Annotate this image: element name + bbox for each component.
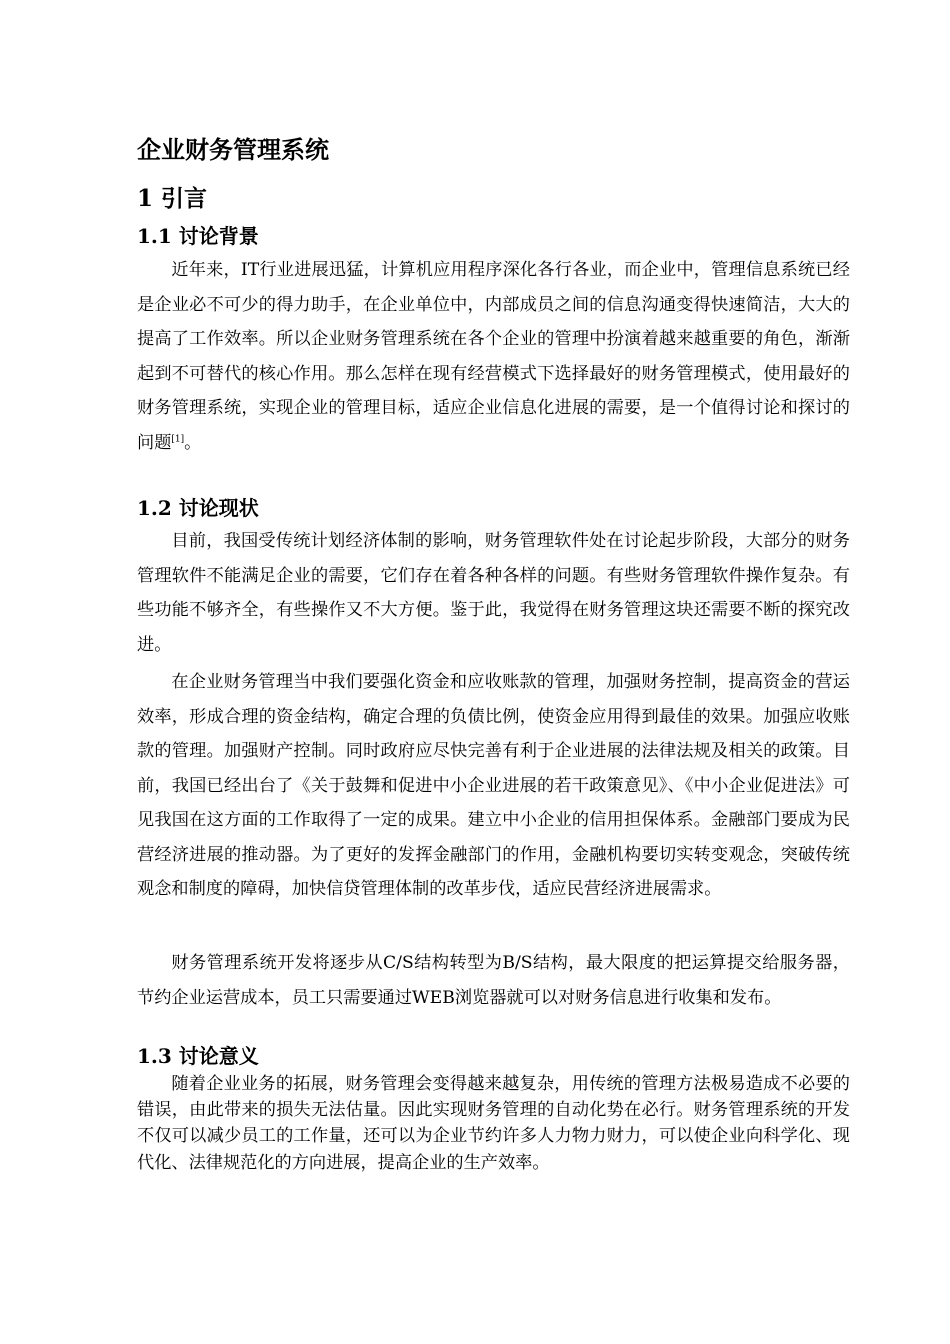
paragraph-significance: 随着企业业务的拓展，财务管理会变得越来越复杂，用传统的管理方法极易造成不必要的错误，由此带来的损失无法估量。因此实现财务管理的自动化势在必行。财务管理系统的开发不仅可以减少员工的工作量，还可以为企业节约许多人力物力财力，可以使企业向科学化、现代化、法律规范化的方向进展，提高企业的生产效率。 — [137, 1074, 850, 1173]
citation-marker: [1] — [171, 433, 185, 444]
subsection-heading-background: 1.1 讨论背景 — [137, 224, 259, 248]
paragraph-background-text: 近年来，IT行业进展迅猛，计算机应用程序深化各行各业，而企业中，管理信息系统已经是企业必不可少的得力助手，在企业单位中，内部成员之间的信息沟通变得快速简洁，大大的提高了工作效率。所以企业财务管理系统在各个企业的管理中扮演着越来越重要的角色，渐渐起到不可替代的核心作用。那么怎样在现有经营模式下选择最好的财务管理模式，使用最好的财务管理系统，实现企业的管理目标，适应企业信息化进展的需要，是一个值得讨论和探讨的问题 — [137, 260, 850, 453]
subsection-heading-status: 1.2 讨论现状 — [137, 496, 259, 520]
section-heading-introduction: 1 引言 — [137, 185, 208, 212]
paragraph-status-1: 目前，我国受传统计划经济体制的影响，财务管理软件处在讨论起步阶段，大部分的财务管理软件不能满足企业的需要，它们存在着各种各样的问题。有些财务管理软件操作复杂。有些功能不够齐全，有些操作又不大方便。鉴于此，我觉得在财务管理这块还需要不断的探究改进。 — [137, 531, 850, 655]
paragraph-status-2: 在企业财务管理当中我们要强化资金和应收账款的管理，加强财务控制，提高资金的营运效率，形成合理的资金结构，确定合理的负债比例，使资金应用得到最佳的效果。加强应收账款的管理。加强财产控制。同时政府应尽快完善有利于企业进展的法律法规及相关的政策。目前，我国已经出台了《关于鼓舞和促进中小企业进展的若干政策意见》、《中小企业促进法》可见我国在这方面的工作取得了一定的成果。建立中小企业的信用担保体系。金融部门要成为民营经济进展的推动器。为了更好的发挥金融部门的作用，金融机构要切实转变观念，突破传统观念和制度的障碍，加快信贷管理体制的改革步伐，适应民营经济进展需求。 — [137, 672, 850, 899]
paragraph-status-3: 财务管理系统开发将逐步从C/S结构转型为B/S结构，最大限度的把运算提交给服务器，节约企业运营成本，员工只需要通过WEB浏览器就可以对财务信息进行收集和发布。 — [137, 953, 850, 1008]
paragraph-background — [137, 253, 850, 460]
paragraph-background-end: 。 — [184, 432, 202, 453]
document-title: 企业财务管理系统 — [137, 135, 329, 164]
subsection-heading-significance: 1.3 讨论意义 — [137, 1044, 259, 1068]
